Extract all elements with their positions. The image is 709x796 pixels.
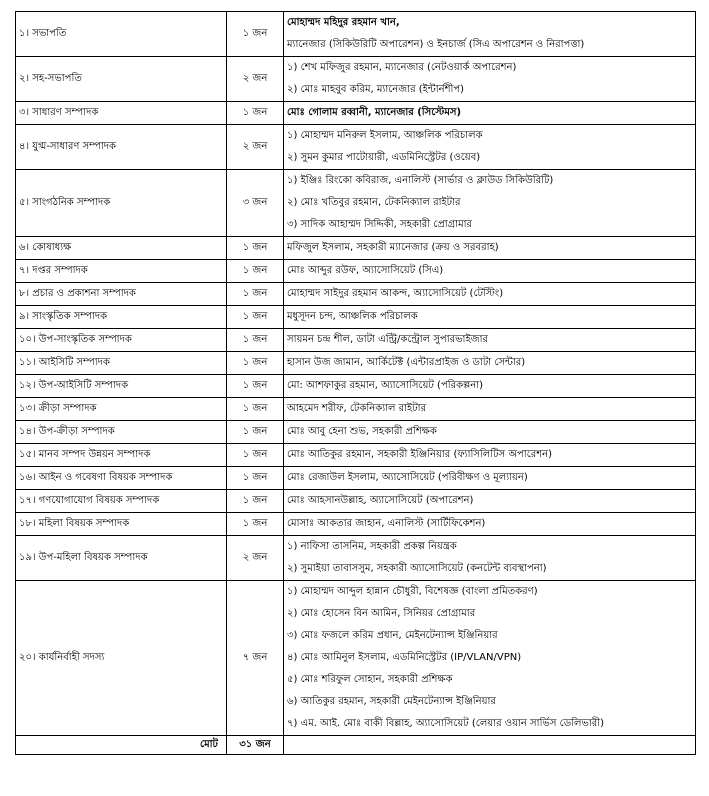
member-entry: ২) মোঃ মাহবুব করিম, ম্যানেজার (ইন্টার্নশীপ) — [287, 84, 465, 95]
position-cell: ১১। আইসিটি সম্পাদক — [16, 352, 227, 375]
position-cell: ১০। উপ-সাংস্কৃতিক সম্পাদক — [16, 329, 227, 352]
committee-row — [16, 170, 696, 237]
members-cell — [284, 306, 696, 329]
position-cell: ৬। কোষাধ্যক্ষ — [16, 237, 227, 260]
members-cell — [284, 444, 696, 467]
member-entry: ২) সুমাইয়া তাবাসসুম, সহকারী অ্যাসোসিয়েট (কনটেন্ট ব্যবস্থাপনা) — [287, 563, 547, 574]
committee-row — [16, 444, 696, 467]
committee-rows — [16, 12, 696, 736]
position-cell: ২। সহ-সভাপতি — [16, 57, 227, 102]
member-entry: ৬) আতিকুর রহমান, সহকারী মেইনটেন্যান্স ইঞ্জিনিয়ার — [287, 696, 496, 707]
committee-row — [16, 581, 696, 736]
committee-row — [16, 125, 696, 170]
committee-row — [16, 490, 696, 513]
position-cell: ২০। কার্যনির্বাহী সদস্য — [16, 581, 227, 736]
members-cell — [284, 467, 696, 490]
position-cell: ৭। দপ্তর সম্পাদক — [16, 260, 227, 283]
count-cell: ১ জন — [227, 102, 284, 125]
position-cell: ১৮। মহিলা বিষয়ক সম্পাদক — [16, 513, 227, 536]
member-entry: ম্যানেজার (সিকিউরিটি অপারেশন) ও ইনচার্জ (সিএ অপারেশন ও নিরাপত্তা) — [287, 39, 585, 50]
position-cell: ৮। প্রচার ও প্রকাশনা সম্পাদক — [16, 283, 227, 306]
member-entry: মোহাম্মদ মহিদুর রহমান খান, — [287, 17, 400, 28]
members-cell — [284, 12, 696, 57]
total-label: মোট — [16, 736, 227, 755]
member-entry: মোঃ গোলাম রব্বানী, ম্যানেজার (সিস্টেমস) — [287, 107, 462, 118]
members-cell — [284, 421, 696, 444]
committee-table — [15, 11, 696, 755]
committee-row — [16, 306, 696, 329]
members-cell — [284, 57, 696, 102]
members-cell — [284, 513, 696, 536]
position-cell: ১। সভাপতি — [16, 12, 227, 57]
member-entry: ৭) এম. আই. মোঃ বাকী বিল্লাহ, অ্যাসোসিয়েট (লেয়ার ওয়ান সার্ভিস ডেলিভারী) — [287, 718, 605, 729]
committee-row — [16, 536, 696, 581]
member-entry: ৩) সাদিক আহাম্মদ সিদ্দিকী, সহকারী প্রোগ্রামার — [287, 219, 473, 230]
members-cell — [284, 170, 696, 237]
count-cell: ১ জন — [227, 352, 284, 375]
count-cell: ১ জন — [227, 260, 284, 283]
member-entry: মফিজুল ইসলাম, সহকারী ম্যানেজার (ক্রয় ও সরবরাহ) — [287, 242, 499, 253]
members-cell — [284, 375, 696, 398]
member-entry: মোঃ আবু হেনা শুভ, সহকারী প্রশিক্ষক — [287, 426, 437, 437]
count-cell: ১ জন — [227, 306, 284, 329]
committee-row — [16, 352, 696, 375]
members-cell — [284, 536, 696, 581]
position-cell: ১৫। মানব সম্পদ উন্নয়ন সম্পাদক — [16, 444, 227, 467]
committee-row — [16, 467, 696, 490]
position-cell: ৪। যুগ্ম-সাধারণ সম্পাদক — [16, 125, 227, 170]
committee-row — [16, 421, 696, 444]
position-cell: ১৯। উপ-মহিলা বিষয়ক সম্পাদক — [16, 536, 227, 581]
total-row — [16, 736, 696, 755]
committee-row — [16, 237, 696, 260]
members-cell — [284, 490, 696, 513]
members-cell — [284, 398, 696, 421]
position-cell: ৯। সাংস্কৃতিক সম্পাদক — [16, 306, 227, 329]
member-entry: মোসাঃ আকতার জাহান, এনালিস্ট (সার্টিফিকেশন) — [287, 518, 486, 529]
members-cell — [284, 260, 696, 283]
position-cell: ১২। উপ-আইসিটি সম্পাদক — [16, 375, 227, 398]
members-cell — [284, 581, 696, 736]
position-cell: ৩। সাধারণ সম্পাদক — [16, 102, 227, 125]
count-cell: ১ জন — [227, 398, 284, 421]
count-cell: ১ জন — [227, 283, 284, 306]
member-entry: আহমেদ শরীফ, টেকনিক্যাল রাইটার — [287, 403, 427, 414]
members-cell — [284, 125, 696, 170]
position-cell: ১৩। ক্রীড়া সম্পাদক — [16, 398, 227, 421]
committee-row — [16, 375, 696, 398]
count-cell: ২ জন — [227, 57, 284, 102]
position-cell: ১৬। আইন ও গবেষণা বিষয়ক সম্পাদক — [16, 467, 227, 490]
member-entry: মোহাম্মদ সাইদুর রহমান আকন্দ, অ্যাসোসিয়েট (টেস্টিং) — [287, 288, 504, 299]
member-entry: ২) মোঃ খতিবুর রহমান, টেকনিক্যাল রাইটার — [287, 197, 461, 208]
count-cell: ১ জন — [227, 237, 284, 260]
member-entry: ২) মোঃ হোসেন বিন আমিন, সিনিয়র প্রোগ্রামার — [287, 608, 476, 619]
members-cell — [284, 329, 696, 352]
count-cell: ১ জন — [227, 12, 284, 57]
member-entry: হাসান উজ জামান, আর্কিটেক্ট (এন্টারপ্রাইজ ও ডাটা সেন্টার) — [287, 357, 526, 368]
position-cell: ৫। সাংগঠনিক সম্পাদক — [16, 170, 227, 237]
total-count: ৩১ জন — [227, 736, 284, 755]
members-cell — [284, 283, 696, 306]
count-cell: ১ জন — [227, 375, 284, 398]
committee-row — [16, 398, 696, 421]
member-entry: ১) শেখ মফিজুর রহমান, ম্যানেজার (নেটওয়ার্ক অপারেশন) — [287, 62, 517, 73]
committee-row — [16, 260, 696, 283]
member-entry: মোঃ আহসানউল্লাহ, অ্যাসোসিয়েট (অপারেশন) — [287, 495, 474, 506]
member-entry: ১) ইঞ্জিঃ রিংকো কবিরাজ, এনালিস্ট (সার্ভার ও ক্লাউড সিকিউরিটি) — [287, 175, 554, 186]
committee-row — [16, 329, 696, 352]
committee-row — [16, 12, 696, 57]
count-cell: ১ জন — [227, 467, 284, 490]
count-cell: ৭ জন — [227, 581, 284, 736]
count-cell: ১ জন — [227, 513, 284, 536]
members-cell — [284, 102, 696, 125]
committee-row — [16, 57, 696, 102]
total-empty-cell — [284, 736, 696, 755]
member-entry: মধুসূদন চন্দ, আঞ্চলিক পরিচালক — [287, 311, 418, 322]
member-entry: ৫) মোঃ শরিফুল সোহান, সহকারী প্রশিক্ষক — [287, 674, 453, 685]
count-cell: ১ জন — [227, 490, 284, 513]
count-cell: ৩ জন — [227, 170, 284, 237]
committee-row — [16, 283, 696, 306]
member-entry: মোঃ রেজাউল ইসলাম, অ্যাসোসিয়েট (পরিবীক্ষণ ও মূল্যায়ন) — [287, 472, 528, 483]
member-entry: মোঃ আতিকুর রহমান, সহকারী ইঞ্জিনিয়ার (ফ্যাসিলিটিস অপারেশন) — [287, 449, 552, 460]
member-entry: ১) নাফিসা তাসনিম, সহকারী প্রকল্প নিয়ন্ত্রক — [287, 541, 457, 552]
member-entry: ২) সুমন কুমার পাটোয়ারী, এডমিনিস্ট্রেটর (ওয়েব) — [287, 152, 481, 163]
member-entry: মো: আশফাকুর রহমান, অ্যাসোসিয়েট (পরিকল্পনা) — [287, 380, 483, 391]
members-cell — [284, 352, 696, 375]
member-entry: ৩) মোঃ ফজলে করিম প্রধান, মেইনটেন্যান্স ইঞ্জিনিয়ার — [287, 630, 498, 641]
count-cell: ১ জন — [227, 421, 284, 444]
committee-row — [16, 102, 696, 125]
members-cell — [284, 237, 696, 260]
count-cell: ২ জন — [227, 536, 284, 581]
position-cell: ১৭। গণযোগাযোগ বিষয়ক সম্পাদক — [16, 490, 227, 513]
position-cell: ১৪। উপ-ক্রীড়া সম্পাদক — [16, 421, 227, 444]
member-entry: মোঃ আব্দুর রউফ, অ্যাসোসিয়েট (সিএ) — [287, 265, 444, 276]
member-entry: ১) মোহাম্মদ মনিরুল ইসলাম, আঞ্চলিক পরিচালক — [287, 130, 483, 141]
member-entry: সায়মন চন্দ্র শীল, ডাটা এন্ট্রি/কন্ট্রোল সুপারভাইজার — [287, 334, 489, 345]
count-cell: ১ জন — [227, 329, 284, 352]
count-cell: ১ জন — [227, 444, 284, 467]
committee-row — [16, 513, 696, 536]
count-cell: ২ জন — [227, 125, 284, 170]
member-entry: ৪) মোঃ আমিনুল ইসলাম, এডমিনিস্ট্রেটর (IP/VLAN/VPN) — [287, 652, 522, 663]
member-entry: ১) মোহাম্মদ আব্দুল হান্নান চৌধুরী, বিশেষজ্ঞ (বাংলা প্রমিতকরণ) — [287, 586, 538, 597]
